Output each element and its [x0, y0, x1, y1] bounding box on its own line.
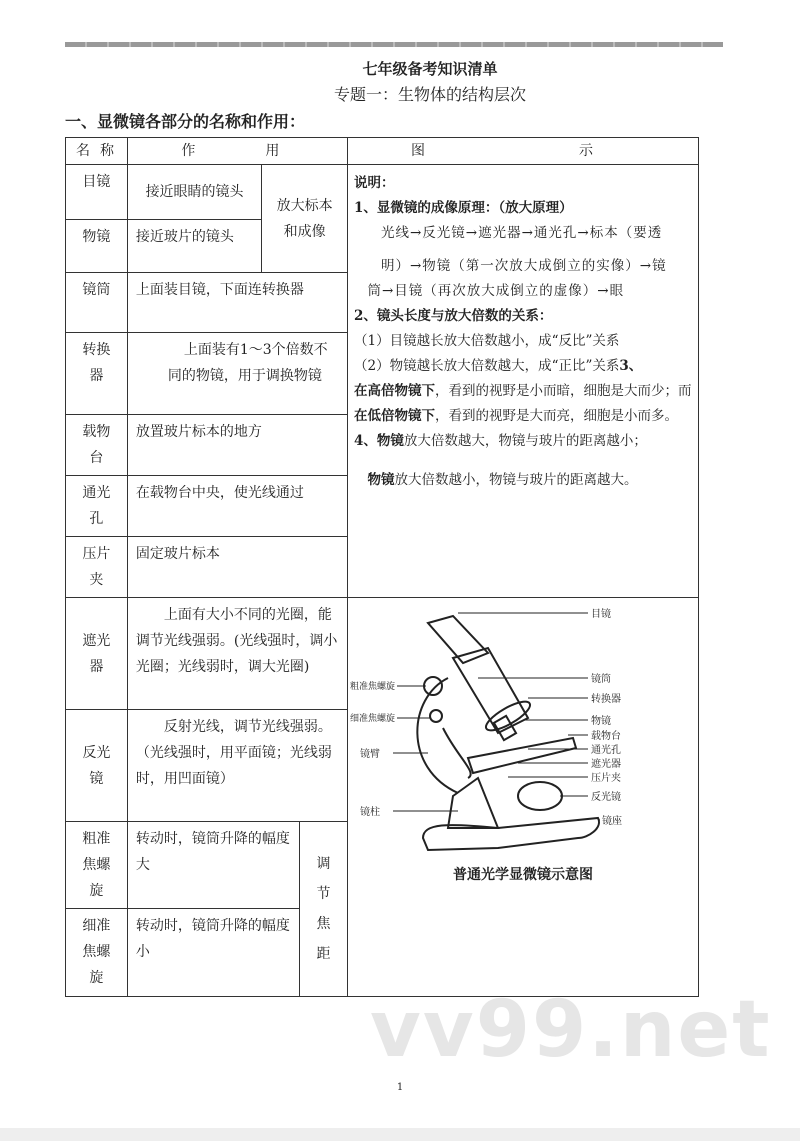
- part-name: 载物台: [66, 415, 128, 476]
- notes-cell: [347, 165, 698, 598]
- note-3-number: 3、: [619, 358, 643, 374]
- note-2-line: （2）物镜越长放大倍数越大，成“正比”关系: [353, 358, 620, 374]
- part-action: 在载物台中央，使光线通过: [127, 476, 347, 537]
- note-2-line: （1）目镜越长放大倍数越小，成“反比”关系: [353, 333, 620, 349]
- part-action: 上面装有1～3个倍数不同的物镜，用于调换物镜: [127, 333, 347, 415]
- part-action: 上面有大小不同的光圈，能调节光线强弱。(光线强时，调小光圈；光线弱时，调大光圈): [127, 598, 347, 710]
- part-name: 粗准焦螺旋: [66, 822, 128, 909]
- part-name: 压片夹: [66, 537, 128, 598]
- note-3-bold: 在低倍物镜下: [353, 408, 435, 424]
- part-name: 目镜: [66, 165, 128, 220]
- part-action: 转动时，镜筒升降的幅度小: [127, 909, 299, 997]
- notes-heading: 说明：: [353, 175, 395, 191]
- note-4-bold: 物镜: [367, 472, 395, 488]
- part-action: 转动时，镜筒升降的幅度大: [127, 822, 299, 909]
- label-arm: 镜臂: [359, 749, 380, 760]
- part-name: 物镜: [66, 220, 128, 273]
- header-diagram: 图 示: [347, 138, 698, 165]
- shared-function: 放大标本和成像: [262, 165, 348, 273]
- part-name: 转换器: [66, 333, 128, 415]
- label-diaphragm: 遮光器: [590, 759, 621, 770]
- part-name: 反光镜: [66, 710, 128, 822]
- doc-title: 七年级备考知识清单: [362, 60, 498, 78]
- microscope-table: [65, 137, 699, 997]
- label-eyepiece: 目镜: [590, 609, 611, 620]
- part-action: 接近眼睛的镜头: [127, 165, 261, 220]
- label-coarse-focus: 粗准焦螺旋: [349, 682, 395, 692]
- table-header: [66, 138, 699, 165]
- part-name: 镜筒: [66, 273, 128, 333]
- label-pillar: 镜柱: [359, 807, 380, 818]
- part-name: 通光孔: [66, 476, 128, 537]
- header-action: 作 用: [127, 138, 347, 165]
- shared-focus-function: 调节焦距: [300, 822, 348, 997]
- note-3-text: ，看到的视野是大而亮，细胞是小而多。: [434, 408, 678, 424]
- microscope-diagram-cell: [347, 598, 698, 997]
- header-name: 名 称: [66, 138, 128, 165]
- note-3-bold: 在高倍物镜下: [353, 383, 435, 399]
- note-1-line: 明）→物镜（第一次放大成倒立的实像）→镜: [380, 258, 667, 274]
- label-aperture: 通光孔: [590, 745, 621, 756]
- label-mirror: 反光镜: [590, 792, 621, 803]
- doc-subtitle: 专题一：生物体的结构层次: [333, 85, 526, 104]
- note-2-title: 2、镜头长度与放大倍数的关系：: [353, 308, 553, 324]
- note-3-text: ，看到的视野是小而暗，细胞是大而少；而: [434, 383, 692, 399]
- label-objective: 物镜: [590, 716, 611, 727]
- part-action: 上面装目镜，下面连转换器: [127, 273, 347, 333]
- part-action-note: （光线强时，用平面镜；光线弱时，用凹面镜）: [135, 745, 332, 787]
- label-tube: 镜筒: [590, 674, 611, 685]
- bottom-bar: [0, 1128, 800, 1141]
- part-name: 细准焦螺旋: [66, 909, 128, 997]
- page-number: 1: [396, 1082, 404, 1093]
- label-clips: 压片夹: [590, 773, 621, 784]
- note-1-title: 1、显微镜的成像原理：（放大原理）: [353, 200, 573, 216]
- label-nosepiece: 转换器: [590, 694, 621, 705]
- table-row: [66, 165, 699, 220]
- note-4-text: 放大倍数越小，物镜与玻片的距离越大。: [394, 472, 638, 488]
- part-action: 放置玻片标本的地方: [127, 415, 347, 476]
- label-fine-focus: 细准焦螺旋: [349, 714, 395, 724]
- note-4-bold: 4、物镜: [353, 433, 404, 449]
- part-action: 接近玻片的镜头: [127, 220, 261, 273]
- label-base: 镜座: [601, 816, 622, 827]
- note-1-line: 光线→反光镜→遮光器→通光孔→标本（要透: [380, 225, 663, 241]
- label-stage: 载物台: [590, 731, 621, 742]
- note-1-line: 筒→目镜（再次放大成倒立的虚像）→眼: [367, 283, 625, 299]
- note-4-text: 放大倍数越大，物镜与玻片的距离越小；: [403, 433, 647, 449]
- part-action: 固定玻片标本: [127, 537, 347, 598]
- part-name: 遮光器: [66, 598, 128, 710]
- microscope-illustration: [348, 598, 698, 860]
- top-rule: [65, 42, 723, 47]
- part-action: 反射光线，调节光线强弱。: [163, 719, 332, 735]
- section-heading: 一、显微镜各部分的名称和作用：: [65, 112, 306, 131]
- watermark: vv99.net: [370, 985, 772, 1075]
- diagram-caption: 普通光学显微镜示意图: [452, 867, 593, 883]
- table-row: [66, 598, 699, 710]
